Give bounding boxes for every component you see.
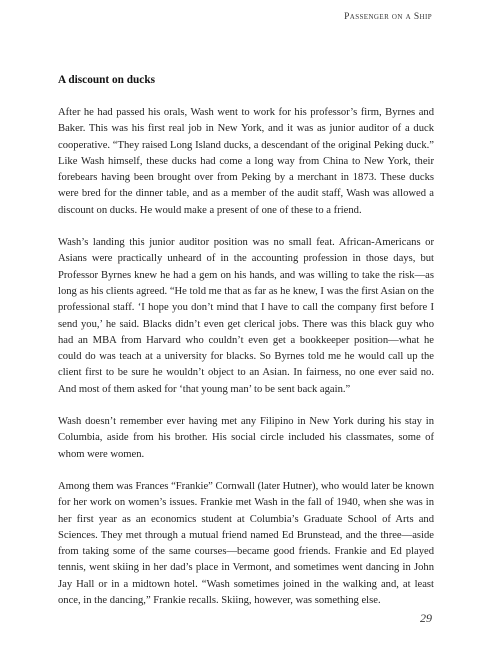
running-header: Passenger on a Ship <box>344 12 432 22</box>
section-title: A discount on ducks <box>58 74 156 86</box>
page-body <box>58 74 434 625</box>
paragraph-2: Wash’s landing this junior auditor position was no small feat. African-Americans or Asians were practically unheard of in the accounting profession in those days, but Professor Byrnes knew he had a gem on his hands, and was willing to take the risk—as long as his clients agreed. “He told me that as far as he knew, I was the first Asian on the professional staff. ‘I hope you don’t mind that I have to call the company first before I send you,’ he said. Blacks didn’t even get clerical jobs. There was this black guy who had an MBA from Harvard who couldn’t even get a bookkeeper position—what he could do was teach at a university for blacks. So Byrnes told me he would call up the client first to be sure he wouldn’t object to an Asian. In fairness, no one ever said no. And most of them asked for ‘that young man’ to be sent back again.” <box>58 237 434 395</box>
paragraph-4: Among them was Frances “Frankie” Cornwall (later Hutner), who would later be known for her work on women’s issues. Frankie met Wash in the fall of 1940, when she was in her first year as an economics student at Columbia’s Graduate School of Arts and Sciences. They met through a mutual friend named Ed Brunstead, and the three—aside from taking some of the same courses—became good friends. Frankie and Ed played tennis, went skiing in her dad’s place in Vermont, and sometimes went dancing in John Jay Hall or in a midtown hotel. “Wash sometimes joined in the walking and, at least once, in the dancing,” Frankie recalls. Skiing, however, was something else. <box>58 480 434 607</box>
paragraph-3: Wash doesn’t remember ever having met any Filipino in New York during his stay in Columbia, aside from his brother. His social circle included his classmates, some of whom were women. <box>58 416 434 460</box>
page-number: 29 <box>420 611 432 625</box>
paragraph-1: After he had passed his orals, Wash went to work for his professor’s firm, Byrnes and Baker. This was his first real job in New York, and it was as junior auditor of a duck cooperative. “They raised Long Island ducks, a descendant of the original Peking duck.” Like Wash himself, these ducks had come a long way from China to New York, their forebears having been brought over from Peking by a merchant in 1873. These ducks were bred for the dinner table, and as a member of the audit staff, Wash was allowed a discount on ducks. He would make a present of one of these to a friend. <box>58 107 434 216</box>
